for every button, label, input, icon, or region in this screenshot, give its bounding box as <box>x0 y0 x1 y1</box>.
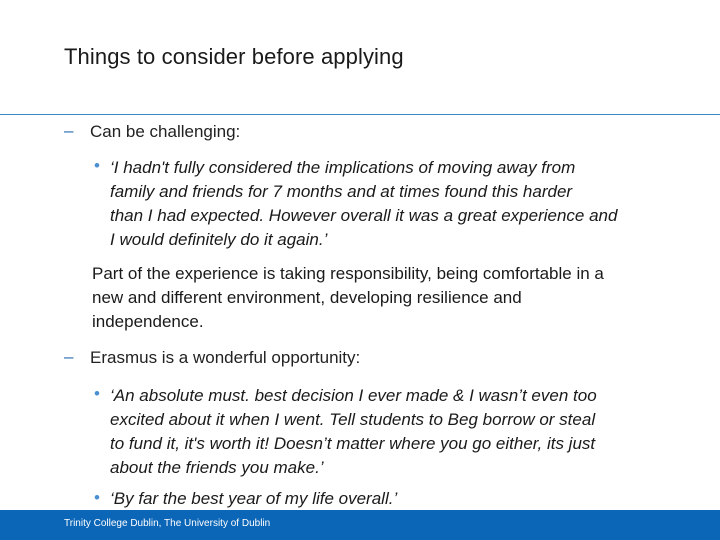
bullet-dot-2: • <box>94 384 100 403</box>
quote-line: ‘An absolute must. best decision I ever made & I wasn’t even too <box>110 386 597 405</box>
paragraph-responsibility <box>92 262 604 334</box>
quote-line: ‘I hadn't fully considered the implications of moving away from <box>110 158 576 177</box>
quote-absolute-must <box>110 384 597 480</box>
bullet-dot-3: • <box>94 488 100 507</box>
quote-challenging <box>110 156 617 252</box>
quote-line: family and friends for 7 months and at times found this harder <box>110 182 573 201</box>
dash-bullet-2: – <box>64 347 74 366</box>
quote-best-year: ‘By far the best year of my life overall.’ <box>110 489 398 508</box>
title-divider <box>0 114 720 115</box>
paragraph-line: independence. <box>92 312 204 331</box>
quote-line: about the friends you make.’ <box>110 458 324 477</box>
footer-institution: Trinity College Dublin, The University of Dublin <box>64 518 271 529</box>
slide-title: Things to consider before applying <box>64 44 404 69</box>
quote-line: than I had expected. However overall it was a great experience and <box>110 206 618 225</box>
paragraph-line: new and different environment, developing resilience and <box>92 288 522 307</box>
quote-line: I would definitely do it again.’ <box>110 230 328 249</box>
footer-bar <box>0 510 720 540</box>
dash-bullet-1: – <box>64 121 74 140</box>
section-heading-challenging: Can be challenging: <box>90 122 241 141</box>
quote-line: to fund it, it's worth it! Doesn’t matter where you go either, its just <box>110 434 596 453</box>
bullet-dot-1: • <box>94 156 100 175</box>
quote-line: excited about it when I went. Tell students to Beg borrow or steal <box>110 410 596 429</box>
section-heading-opportunity: Erasmus is a wonderful opportunity: <box>90 348 361 367</box>
paragraph-line: Part of the experience is taking responsibility, being comfortable in a <box>92 264 604 283</box>
